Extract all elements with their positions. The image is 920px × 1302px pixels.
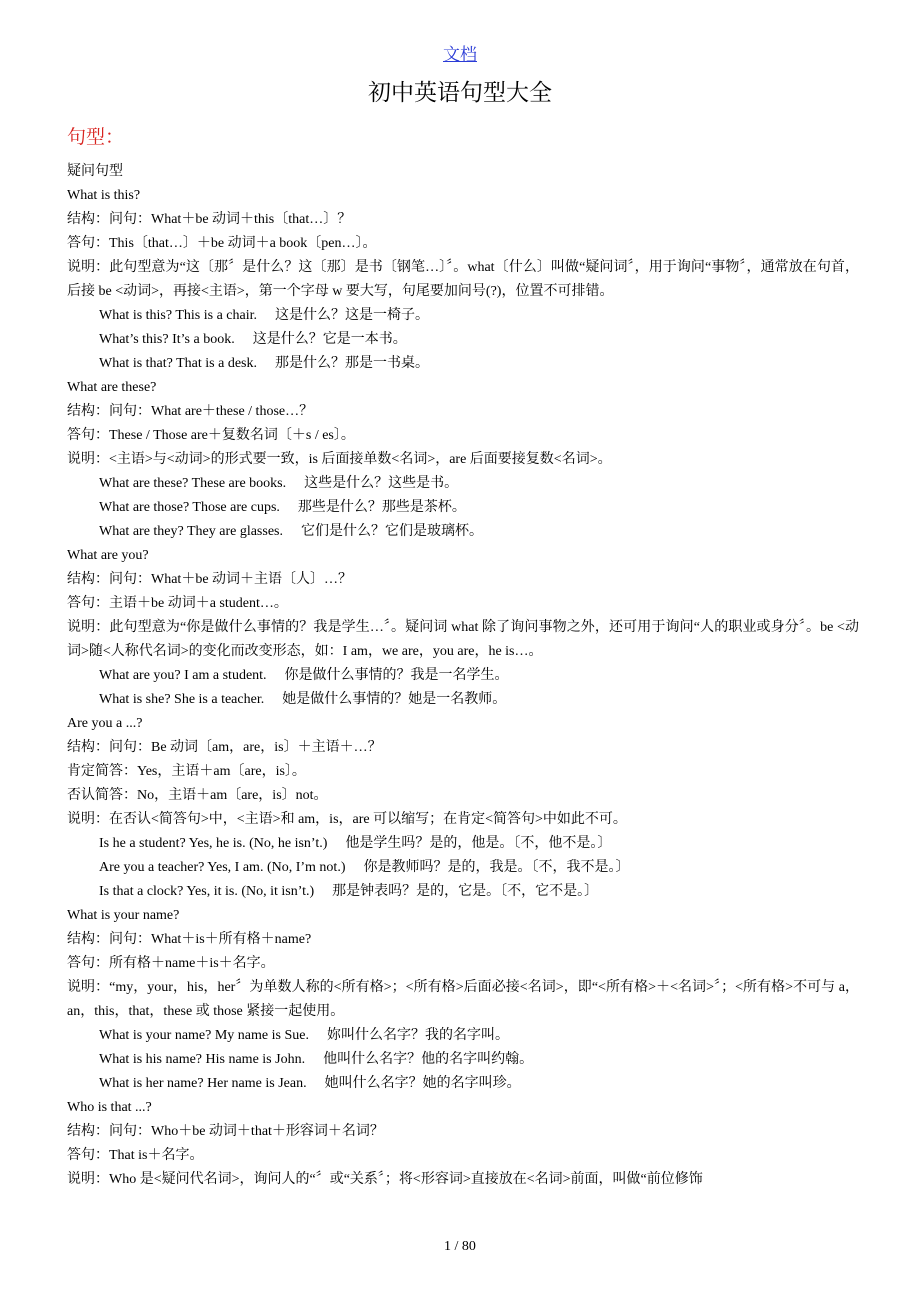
example-english: What are these? These are books.	[99, 476, 287, 491]
explanation-paragraph: 说明：此句型意为“你是做什么事情的？我是学生…〞。疑问词 what 除了询问事物之外，还可用于询问“人的职业或身分〞。be <动词>随<人称代名词>的变化而改变形态，如：I am，we are，you are，he is…。	[67, 620, 859, 659]
example-translation: 那是什么？那是一书桌。	[274, 356, 429, 371]
explanation-paragraph: 说明：“my，your，his，her〞为单数人称的<所有格>；<所有格>后面必接<名词>，即“<所有格>＋<名词>〞；<所有格>不可与 a，an，this，that，these 或 those 紧接一起使用。	[67, 980, 859, 1019]
example-translation: 你是教师吗？是的，我是。〔不，我不是。〕	[363, 860, 630, 875]
text-line: Who is that ...?	[67, 1100, 152, 1115]
example-translation: 他叫什么名字？他的名字叫约翰。	[323, 1052, 534, 1067]
example-sentence	[67, 496, 859, 520]
example-sentence	[67, 520, 859, 544]
example-translation: 这是什么？这是一椅子。	[275, 308, 429, 323]
example-translation: 它们是什么？它们是玻璃杯。	[301, 524, 483, 539]
example-sentence	[67, 688, 859, 712]
example-translation: 她叫什么名字？她的名字叫珍。	[324, 1076, 521, 1091]
text-line: 说明：Who 是<疑问代名词>，询问人的“〞或“关系〞；将<形容词>直接放在<名词>前面，叫做“前位修饰	[67, 1172, 703, 1187]
text-line: 答句：主语＋be 动词＋a student…。	[67, 596, 288, 611]
text-line: 答句：These / Those are＋复数名词〔＋s / es〕。	[67, 428, 355, 443]
example-english: What is his name? His name is John.	[99, 1052, 306, 1067]
example-sentence	[67, 832, 859, 856]
example-translation: 你是做什么事情的？我是一名学生。	[284, 668, 509, 683]
example-english: Are you a teacher? Yes, I am. (No, I’m not.)	[99, 860, 346, 875]
text-line: What is your name?	[67, 908, 180, 923]
text-line: 结构：问句：Be 动词〔am，are，is〕＋主语＋…？	[67, 740, 382, 755]
example-english: What is your name? My name is Sue.	[99, 1028, 309, 1043]
example-translation: 他是学生吗？是的，他是。〔不，他不是。〕	[345, 836, 612, 851]
example-translation: 那些是什么？那些是茶杯。	[297, 500, 466, 515]
text-line: 说明：<主语>与<动词>的形式要一致，is 后面接单数<名词>，are 后面要接复数<名词>。	[67, 452, 612, 467]
example-english: Is that a clock? Yes, it is. (No, it isn’t.)	[99, 884, 315, 899]
example-sentence	[67, 328, 859, 352]
text-line: 否认简答：No，主语＋am〔are，is〕not。	[67, 788, 328, 803]
example-translation: 这是什么？它是一本书。	[252, 332, 407, 347]
text-line: What are you?	[67, 548, 149, 563]
example-english: Is he a student? Yes, he is. (No, he isn’t.)	[99, 836, 328, 851]
text-line: 答句：This〔that…〕＋be 动词＋a book〔pen…〕。	[67, 236, 377, 251]
page-number: 1 / 80	[444, 1239, 476, 1254]
example-english: What is this? This is a chair.	[99, 308, 257, 323]
header-link[interactable]: 文档	[443, 45, 477, 65]
text-line: 说明：在否认<简答句>中，<主语>和 am，is，are 可以缩写；在肯定<简答句>中如此不可。	[67, 812, 627, 827]
document-body	[67, 160, 859, 1192]
example-sentence	[67, 856, 859, 880]
example-english: What are they? They are glasses.	[99, 524, 283, 539]
example-sentence	[67, 1048, 859, 1072]
text-line: 疑问句型	[67, 164, 123, 179]
example-english: What is she? She is a teacher.	[99, 692, 265, 707]
text-line: 肯定简答：Yes，主语＋am〔are，is〕。	[67, 764, 306, 779]
section-heading: 句型：	[67, 126, 125, 148]
example-sentence	[67, 1072, 859, 1096]
example-sentence	[67, 880, 859, 904]
example-sentence	[67, 1024, 859, 1048]
text-line: 答句：所有格＋name＋is＋名字。	[67, 956, 275, 971]
example-english: What is that? That is a desk.	[99, 356, 257, 371]
example-sentence	[67, 304, 859, 328]
example-translation: 那是钟表吗？是的，它是。〔不，它不是。〕	[332, 884, 599, 899]
text-line: 结构：问句：What＋be 动词＋this〔that…〕？	[67, 212, 352, 227]
text-line: What is this?	[67, 188, 141, 203]
example-english: What’s this? It’s a book.	[99, 332, 235, 347]
page-title: 初中英语句型大全	[368, 80, 552, 106]
example-english: What is her name? Her name is Jean.	[99, 1076, 307, 1091]
explanation-paragraph: 说明：此句型意为“这〔那〞是什么？这〔那〕是书〔钢笔…〕〞。what〔什么〕叫做“疑问词〞，用于询问“事物〞，通常放在句首，后接 be <动词>，再接<主语>，第一个字母 w 要大写，句尾要加问号(?)，位置不可排错。	[67, 260, 859, 299]
text-line: 答句：That is＋名字。	[67, 1148, 204, 1163]
text-line: 结构：问句：Who＋be 动词＋that＋形容词＋名词？	[67, 1124, 384, 1139]
example-english: What are those? Those are cups.	[99, 500, 280, 515]
example-translation: 她是做什么事情的？她是一名教师。	[282, 692, 507, 707]
example-sentence	[67, 472, 859, 496]
example-translation: 妳叫什么名字？我的名字叫。	[326, 1028, 509, 1043]
text-line: 结构：问句：What are＋these / those…？	[67, 404, 314, 419]
example-sentence	[67, 664, 859, 688]
example-translation: 这些是什么？这些是书。	[304, 476, 459, 491]
example-sentence	[67, 352, 859, 376]
text-line: 结构：问句：What＋be 动词＋主语〔人〕…？	[67, 572, 353, 587]
text-line: Are you a ...?	[67, 716, 143, 731]
example-english: What are you? I am a student.	[99, 668, 267, 683]
text-line: 结构：问句：What＋is＋所有格＋name?	[67, 932, 312, 947]
text-line: What are these?	[67, 380, 157, 395]
